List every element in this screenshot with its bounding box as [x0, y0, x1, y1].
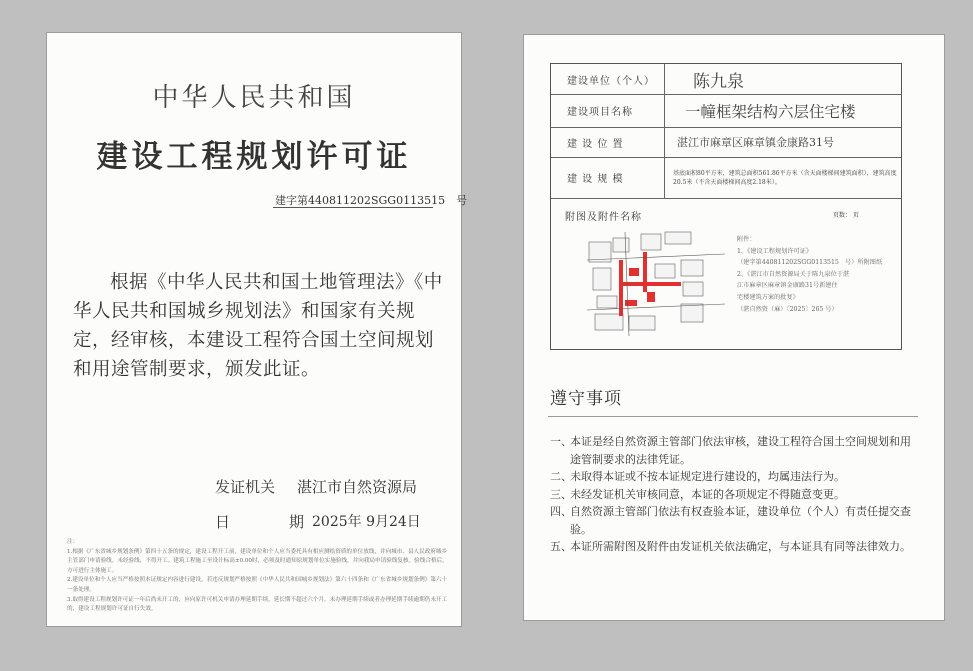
- note-item: 3.取得建设工程规划许可证一年后尚未开工的，应向原许可机关申请办理延期手续，延长期不超过六个月。未办理延期手续或者办理延期手续逾期仍未开工的，建设工程规划许可证自行失效。: [67, 596, 448, 613]
- rule-number: 三、: [550, 487, 572, 501]
- details-table: [550, 63, 902, 350]
- attachment-line: 1、《建设工程规划许可证》: [737, 247, 813, 255]
- rule-text: 本证是经自然资源主管部门依法审核，建设工程符合国土空间规划和用途管制要求的法律凭证。: [570, 435, 911, 466]
- note-heading: 注：: [67, 539, 79, 545]
- project-location: 湛江市麻章区麻章镇金康路31号: [677, 136, 834, 149]
- permit-number: 建字第440811202SGG0113515 号: [275, 194, 468, 207]
- note-item: 2.建设单位和个人应当严格按照本证规定内容进行建设。若违反规划严格按照《中华人民共和国城乡规划法》第六十四条和《广东省城乡规划条例》第六十一条处理。: [67, 577, 448, 593]
- row-label: 建设单位（个人）: [551, 64, 665, 94]
- permit-number-underline: [273, 207, 433, 208]
- attachment-line: 2、《湛江市自然资源局关于陈九泉位于湛: [737, 270, 850, 278]
- rule-number: 二、: [550, 470, 572, 483]
- attachments-title: 附图及附件名称: [565, 212, 642, 223]
- rule-item: [550, 538, 920, 556]
- project-scale: 基底面积80平方米，建筑总面积561.86平方米（含天面楼梯间建筑面积），建筑高度20.5米（不含天面楼梯间高度2.18米）。: [673, 169, 897, 186]
- certificate-details-page: [523, 34, 945, 621]
- certificate-title: 建设工程规划许可证: [96, 139, 412, 175]
- attachment-line: （建字第440811202SGG0113515 号）所附图纸: [737, 259, 883, 267]
- row-label: 建 设 规 模: [551, 157, 665, 198]
- rule-number: 五、: [550, 540, 572, 553]
- rule-text: 未经发证机关审核同意，本证的各项规定不得随意变更。: [570, 487, 845, 501]
- attachment-line: 江市麻章区麻章镇金康路31号新建住: [737, 282, 838, 290]
- rules-title: 遵守事项: [550, 389, 622, 409]
- note-item: 1.根据《广东省城乡规划条例》第四十五条的规定，建设工程开工前，建设单位和个人应当委托具有相应测绘资质的单位放线，并向城市、县人民政府城乡主管部门申请验线。未经验线，不得开工。建筑工程施工至设计标高±0.00时，必须及时通知原规划单位实施验线，并向我局申请验线复核。验线合格后，方可进行主体施工。: [67, 548, 448, 574]
- certificate-notes: [67, 538, 451, 615]
- site-plan-thumbnail: [585, 230, 729, 338]
- certificate-body-text: 根据《中华人民共和国土地管理法》《中华人民共和国城乡规划法》和国家有关规定，经审核，本建设工程符合国土空间规划和用途管制要求，颁发此证。: [73, 272, 443, 380]
- rules-divider: [548, 416, 918, 417]
- rule-item: [550, 468, 920, 486]
- table-row: [551, 94, 901, 128]
- table-row: [551, 157, 901, 199]
- rule-item: [550, 486, 920, 504]
- attachment-line: （湛自然资（麻）〔2025〕265 号）: [737, 305, 838, 313]
- issuer-label: 发证机关: [215, 478, 276, 496]
- certificate-front-page: [46, 32, 468, 627]
- project-name: 一幢框架结构六层住宅楼: [685, 102, 856, 121]
- table-row: [551, 64, 901, 95]
- rule-number: 一、: [550, 435, 572, 448]
- row-label: 建设项目名称: [551, 94, 665, 127]
- rule-text: 本证所需附图及附件由发证机关依法确定，与本证具有同等法律效力。: [570, 540, 911, 553]
- issuer-name: 湛江市自然资源局: [297, 478, 418, 496]
- row-label: 建 设 位 置: [551, 127, 665, 157]
- date-label: 日 期: [215, 513, 327, 531]
- issue-date: 2025年 9月24日: [312, 514, 421, 530]
- attachments-page-count: 页数： 页: [833, 212, 859, 219]
- attachments-list: [737, 234, 897, 315]
- rule-text: 自然资源主管部门依法有权查验本证，建设单位（个人）有责任提交查验。: [570, 505, 911, 536]
- rule-item: [550, 433, 920, 468]
- table-row: [551, 127, 901, 158]
- rules-list: [550, 433, 920, 556]
- attachment-line: 附件：: [737, 236, 756, 243]
- attachment-line: 宅楼建筑方案的批复》: [737, 293, 799, 301]
- rule-item: [550, 503, 920, 538]
- rule-text: 未取得本证或不按本证规定进行建设的，均属违法行为。: [570, 470, 845, 483]
- builder-name: 陈九泉: [693, 71, 744, 92]
- title-country: 中华人民共和国: [152, 83, 356, 113]
- rule-number: 四、: [550, 505, 572, 518]
